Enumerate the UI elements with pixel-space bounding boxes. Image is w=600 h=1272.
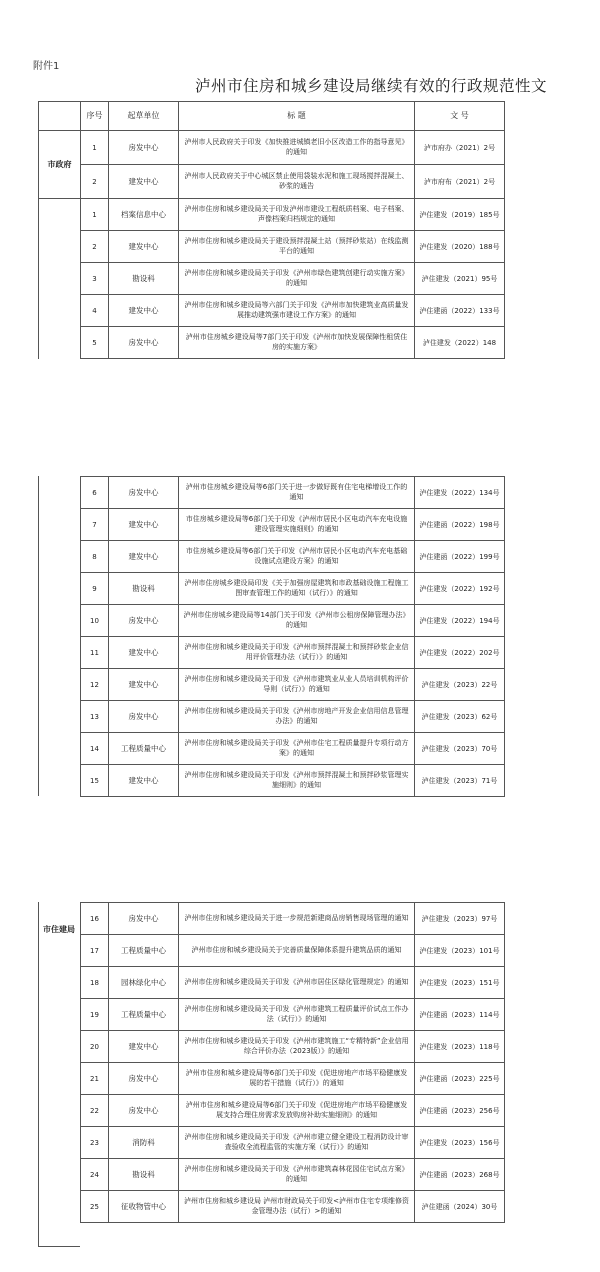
table-row bbox=[81, 541, 505, 573]
header-seq: 序号 bbox=[81, 102, 109, 131]
row-seq: 1 bbox=[81, 199, 109, 231]
row-doc-no: 泸住建发（2023）22号 bbox=[415, 669, 505, 701]
row-doc-no: 泸住建发（2020）188号 bbox=[415, 231, 505, 263]
row-title: 泸州市住房和城乡建设局关于印发《泸州市建筑施工“专精特新”企业信用综合评价办法（2023版）》的通知 bbox=[179, 1031, 415, 1063]
row-unit: 建发中心 bbox=[109, 231, 179, 263]
row-seq: 3 bbox=[81, 263, 109, 295]
row-unit: 建发中心 bbox=[109, 765, 179, 797]
row-seq: 21 bbox=[81, 1063, 109, 1095]
row-seq: 11 bbox=[81, 637, 109, 669]
row-doc-no: 泸住建发（2021）95号 bbox=[415, 263, 505, 295]
group-column-border-page-2 bbox=[38, 476, 39, 796]
table-row bbox=[81, 1159, 505, 1191]
row-unit: 房发中心 bbox=[109, 701, 179, 733]
row-doc-no: 泸住建函（2022）199号 bbox=[415, 541, 505, 573]
row-title: 泸州市住房城乡建设局印发《关于加强房屋建筑和市政基础设施工程施工图审查管理工作的通知（试行）》的通知 bbox=[179, 573, 415, 605]
row-seq: 19 bbox=[81, 999, 109, 1031]
row-title: 泸州市住房和城乡建设局 泸州市财政局关于印发<泸州市住宅专项维修资金管理办法（试行）>的通知 bbox=[179, 1191, 415, 1223]
row-seq: 8 bbox=[81, 541, 109, 573]
row-doc-no: 泸住建发（2022）192号 bbox=[415, 573, 505, 605]
row-seq: 24 bbox=[81, 1159, 109, 1191]
row-seq: 17 bbox=[81, 935, 109, 967]
document-title: 泸州市住房和城乡建设局继续有效的行政规范性文 bbox=[195, 77, 548, 95]
row-title: 泸州市住房和城乡建设局关于完善质量保障体系提升建筑品质的通知 bbox=[179, 935, 415, 967]
row-doc-no: 泸市府布（2021）2号 bbox=[415, 165, 505, 199]
row-unit: 工程质量中心 bbox=[109, 733, 179, 765]
row-unit: 建发中心 bbox=[109, 637, 179, 669]
row-doc-no: 泸住建函（2023）268号 bbox=[415, 1159, 505, 1191]
table-row bbox=[81, 967, 505, 999]
row-title: 市住房城乡建设局等6部门关于印发《泸州市居民小区电动汽车充电设施建设管理实施细则》的通知 bbox=[179, 509, 415, 541]
row-unit: 勘设科 bbox=[109, 1159, 179, 1191]
row-title: 泸州市住房和城乡建设局关于印发《泸州市建筑工程质量评价试点工作办法（试行）》的通知 bbox=[179, 999, 415, 1031]
row-unit: 工程质量中心 bbox=[109, 935, 179, 967]
table-row bbox=[39, 199, 505, 231]
row-title: 泸州市住房和城乡建设局关于印发《泸州市绿色建筑创建行动实施方案》的通知 bbox=[179, 263, 415, 295]
row-seq: 12 bbox=[81, 669, 109, 701]
row-title: 泸州市住房和城乡建设局关于印发《泸州市房地产开发企业信用信息管理办法》的通知 bbox=[179, 701, 415, 733]
row-unit: 建发中心 bbox=[109, 295, 179, 327]
row-seq: 5 bbox=[81, 327, 109, 359]
row-doc-no: 泸住建函（2023）225号 bbox=[415, 1063, 505, 1095]
row-seq: 13 bbox=[81, 701, 109, 733]
regulation-table-page-1 bbox=[38, 101, 505, 359]
table-row bbox=[81, 701, 505, 733]
row-doc-no: 泸住建发（2023）71号 bbox=[415, 765, 505, 797]
table-row bbox=[81, 765, 505, 797]
row-seq: 20 bbox=[81, 1031, 109, 1063]
row-unit: 建发中心 bbox=[109, 541, 179, 573]
row-seq: 2 bbox=[81, 165, 109, 199]
row-title: 泸州市住房和城乡建设局等6部门关于印发《促进房地产市场平稳健康发展的若干措施（试行）》的通知 bbox=[179, 1063, 415, 1095]
table-row bbox=[81, 1127, 505, 1159]
row-title: 泸州市住房和城乡建设局关于印发《泸州市居住区绿化管理规定》的通知 bbox=[179, 967, 415, 999]
row-seq: 7 bbox=[81, 509, 109, 541]
table-row bbox=[81, 477, 505, 509]
row-unit: 消防科 bbox=[109, 1127, 179, 1159]
attachment-label: 附件1 bbox=[33, 61, 60, 72]
row-seq: 18 bbox=[81, 967, 109, 999]
table-row bbox=[39, 263, 505, 295]
row-doc-no: 泸住建函（2023）256号 bbox=[415, 1095, 505, 1127]
row-doc-no: 泸住建发（2023）97号 bbox=[415, 903, 505, 935]
row-title: 泸州市住房和城乡建设局关于建设预拌混凝土站（预拌砂浆站）在线监测平台的通知 bbox=[179, 231, 415, 263]
table-row bbox=[39, 327, 505, 359]
row-unit: 房发中心 bbox=[109, 903, 179, 935]
header-title: 标 题 bbox=[179, 102, 415, 131]
row-doc-no: 泸住建发（2022）194号 bbox=[415, 605, 505, 637]
row-seq: 4 bbox=[81, 295, 109, 327]
row-seq: 10 bbox=[81, 605, 109, 637]
row-doc-no: 泸住建发（2022）202号 bbox=[415, 637, 505, 669]
row-title: 泸州市住房和城乡建设局关于印发《泸州市住宅工程质量提升专项行动方案》的通知 bbox=[179, 733, 415, 765]
group-bottom-border bbox=[38, 1246, 80, 1247]
row-doc-no: 泸住建函（2022）133号 bbox=[415, 295, 505, 327]
table-row bbox=[81, 573, 505, 605]
row-seq: 14 bbox=[81, 733, 109, 765]
table-row bbox=[81, 1031, 505, 1063]
row-title: 泸州市住房和城乡建设局关于印发泸州市建设工程纸质档案、电子档案、声像档案归档规定的通知 bbox=[179, 199, 415, 231]
row-doc-no: 泸住建函（2023）114号 bbox=[415, 999, 505, 1031]
group-cell-bureau bbox=[39, 199, 81, 359]
row-unit: 建发中心 bbox=[109, 509, 179, 541]
table-row bbox=[39, 295, 505, 327]
row-doc-no: 泸住建函（2022）198号 bbox=[415, 509, 505, 541]
row-seq: 2 bbox=[81, 231, 109, 263]
row-doc-no: 泸住建发（2023）101号 bbox=[415, 935, 505, 967]
table-header-row bbox=[39, 102, 505, 131]
table-row bbox=[81, 1191, 505, 1223]
row-seq: 15 bbox=[81, 765, 109, 797]
table-row bbox=[81, 733, 505, 765]
row-unit: 房发中心 bbox=[109, 131, 179, 165]
row-unit: 勘设科 bbox=[109, 573, 179, 605]
row-title: 泸州市住房和城乡建设局关于进一步规范新建商品房销售现场管理的通知 bbox=[179, 903, 415, 935]
row-unit: 房发中心 bbox=[109, 1095, 179, 1127]
row-doc-no: 泸住建发（2023）151号 bbox=[415, 967, 505, 999]
table-row bbox=[81, 999, 505, 1031]
table-row bbox=[81, 605, 505, 637]
row-unit: 房发中心 bbox=[109, 605, 179, 637]
row-title: 泸州市住房和城乡建设局等六部门关于印发《泸州市加快建筑业高质量发展推动建筑强市建设工作方案》的通知 bbox=[179, 295, 415, 327]
regulation-table-page-2 bbox=[80, 476, 505, 797]
row-title: 泸州市住房和城乡建设局关于印发《泸州市预拌混凝土和预拌砂浆企业信用评价管理办法（试行）》的通知 bbox=[179, 637, 415, 669]
row-title: 泸州市人民政府关于印发《加快推进城镇老旧小区改造工作的指导意见》的通知 bbox=[179, 131, 415, 165]
row-doc-no: 泸住建发（2019）185号 bbox=[415, 199, 505, 231]
row-doc-no: 泸住建函（2024）30号 bbox=[415, 1191, 505, 1223]
row-doc-no: 泸住建发（2023）118号 bbox=[415, 1031, 505, 1063]
row-unit: 园林绿化中心 bbox=[109, 967, 179, 999]
table-row bbox=[81, 1063, 505, 1095]
header-blank bbox=[39, 102, 81, 131]
row-seq: 16 bbox=[81, 903, 109, 935]
header-doc-no: 文 号 bbox=[415, 102, 505, 131]
row-title: 泸州市住房城乡建设局等14部门关于印发《泸州市公租房保障管理办法》的通知 bbox=[179, 605, 415, 637]
row-unit: 建发中心 bbox=[109, 165, 179, 199]
row-doc-no: 泸住建发（2023）70号 bbox=[415, 733, 505, 765]
header-unit: 起草单位 bbox=[109, 102, 179, 131]
row-title: 泸州市住房和城乡建设局关于印发《泸州市建筑森林花园住宅试点方案》的通知 bbox=[179, 1159, 415, 1191]
row-doc-no: 泸住建发（2022）134号 bbox=[415, 477, 505, 509]
row-doc-no: 泸住建发（2023）156号 bbox=[415, 1127, 505, 1159]
row-unit: 房发中心 bbox=[109, 477, 179, 509]
row-title: 泸州市住房和城乡建设局关于印发《泸州市建立健全建设工程消防设计审查验收全流程监管的实施方案（试行）》的通知 bbox=[179, 1127, 415, 1159]
table-row bbox=[81, 669, 505, 701]
group-column-border-page-3 bbox=[38, 902, 39, 1247]
row-unit: 征收物管中心 bbox=[109, 1191, 179, 1223]
row-seq: 6 bbox=[81, 477, 109, 509]
table-row bbox=[81, 509, 505, 541]
row-title: 泸州市住房城乡建设局等7部门关于印发《泸州市加快发展保障性租赁住房的实施方案》 bbox=[179, 327, 415, 359]
table-row bbox=[81, 1095, 505, 1127]
row-seq: 23 bbox=[81, 1127, 109, 1159]
table-row bbox=[39, 165, 505, 199]
row-seq: 1 bbox=[81, 131, 109, 165]
row-title: 泸州市人民政府关于中心城区禁止使用袋装水泥和施工现场搅拌混凝土、砂浆的通告 bbox=[179, 165, 415, 199]
row-unit: 房发中心 bbox=[109, 327, 179, 359]
group-label-bureau: 市住建局 bbox=[43, 925, 75, 934]
row-title: 泸州市住房和城乡建设局关于印发《泸州市建筑业从业人员培训机构评价导则（试行）》的通知 bbox=[179, 669, 415, 701]
row-seq: 22 bbox=[81, 1095, 109, 1127]
row-seq: 9 bbox=[81, 573, 109, 605]
table-row bbox=[39, 131, 505, 165]
row-unit: 建发中心 bbox=[109, 669, 179, 701]
row-title: 泸州市住房城乡建设局等6部门关于进一步做好既有住宅电梯增设工作的通知 bbox=[179, 477, 415, 509]
row-title: 泸州市住房和城乡建设局等6部门关于印发《促进房地产市场平稳健康发展支持合理住房需求发放购房补助实施细则》的通知 bbox=[179, 1095, 415, 1127]
row-seq: 25 bbox=[81, 1191, 109, 1223]
table-row bbox=[39, 231, 505, 263]
row-unit: 建发中心 bbox=[109, 1031, 179, 1063]
table-row bbox=[81, 935, 505, 967]
row-unit: 勘设科 bbox=[109, 263, 179, 295]
row-unit: 房发中心 bbox=[109, 1063, 179, 1095]
group-label-municipal: 市政府 bbox=[39, 131, 81, 199]
row-title: 市住房城乡建设局等6部门关于印发《泸州市居民小区电动汽车充电基础设施试点建设方案》的通知 bbox=[179, 541, 415, 573]
row-unit: 档案信息中心 bbox=[109, 199, 179, 231]
row-title: 泸州市住房和城乡建设局关于印发《泸州市预拌混凝土和预拌砂浆管理实施细则》的通知 bbox=[179, 765, 415, 797]
row-doc-no: 泸住建发（2023）62号 bbox=[415, 701, 505, 733]
row-doc-no: 泸住建发（2022）148 bbox=[415, 327, 505, 359]
table-row bbox=[81, 637, 505, 669]
regulation-table-page-3 bbox=[80, 902, 505, 1223]
row-doc-no: 泸市府办（2021）2号 bbox=[415, 131, 505, 165]
row-unit: 工程质量中心 bbox=[109, 999, 179, 1031]
table-row bbox=[81, 903, 505, 935]
